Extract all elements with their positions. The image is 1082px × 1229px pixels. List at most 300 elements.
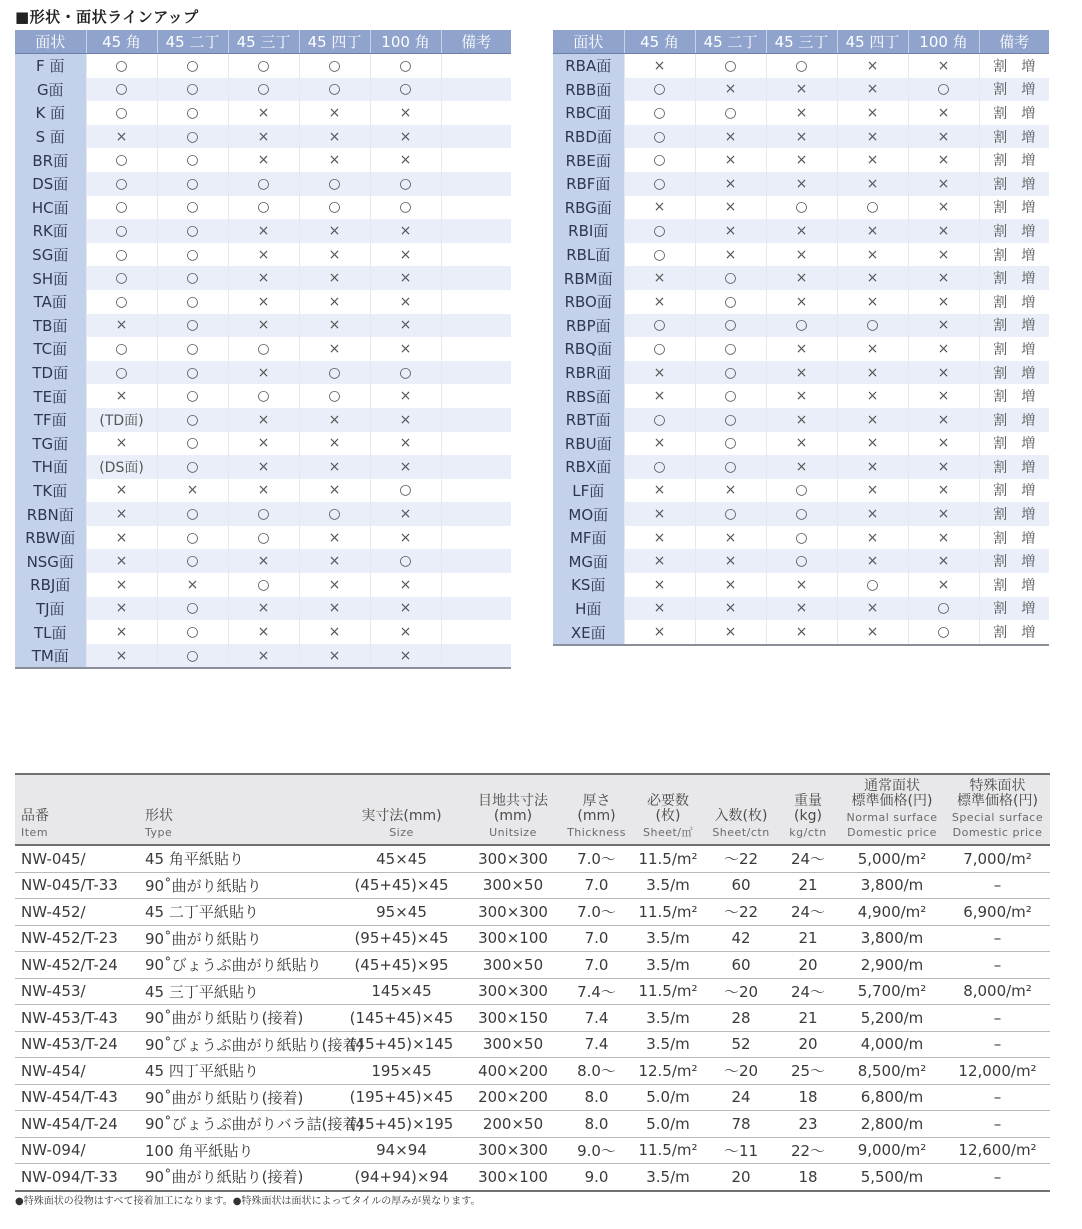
size: (94+94)×94 [339, 1164, 464, 1191]
remarks-cell [441, 101, 511, 125]
thickness: 8.0〜 [562, 1058, 631, 1085]
unit-size: 300×300 [464, 899, 562, 926]
availability-cell: ○ [370, 479, 441, 503]
availability-cell: × [624, 549, 695, 573]
availability-cell: ○ [157, 196, 228, 220]
availability-cell: × [695, 125, 766, 149]
availability-cell: × [624, 432, 695, 456]
weight: 24〜 [777, 978, 839, 1005]
thickness: 7.0〜 [562, 899, 631, 926]
weight: 21 [777, 872, 839, 899]
availability-cell: ○ [766, 526, 837, 550]
availability-cell: × [157, 573, 228, 597]
availability-cell: ○ [157, 101, 228, 125]
availability-cell: × [228, 361, 299, 385]
sheets-per-carton: 〜20 [705, 978, 777, 1005]
table-row [553, 432, 1049, 456]
size: (145+45)×45 [339, 1005, 464, 1032]
availability-cell: × [370, 148, 441, 172]
column-header: 45 四丁 [837, 30, 908, 54]
availability-cell: ○ [695, 337, 766, 361]
availability-cell: × [86, 526, 157, 550]
table-row [15, 54, 511, 78]
header-label-en: Unitsize [489, 826, 537, 839]
availability-cell: × [837, 148, 908, 172]
availability-cell: ○ [157, 597, 228, 621]
availability-cell: × [370, 101, 441, 125]
availability-cell: ○ [695, 101, 766, 125]
sheets-per-sqm: 3.5/m [631, 1164, 705, 1191]
availability-cell: ○ [624, 78, 695, 102]
sheets-per-sqm: 11.5/m² [631, 899, 705, 926]
availability-cell: × [370, 644, 441, 669]
availability-cell: × [837, 479, 908, 503]
availability-cell: ○ [299, 172, 370, 196]
header-label-en: kg/ctn [789, 826, 827, 839]
availability-cell: × [908, 361, 979, 385]
table-row [553, 172, 1049, 196]
availability-cell: ○ [157, 290, 228, 314]
special-price: 12,000/m² [945, 1058, 1050, 1085]
item-code: NW-454/T-43 [15, 1084, 139, 1111]
thickness: 7.4 [562, 1005, 631, 1032]
availability-cell: × [370, 125, 441, 149]
header-label-ja: 特殊面状 標準価格(円) [957, 778, 1038, 809]
table-row [553, 196, 1049, 220]
availability-cell: × [766, 148, 837, 172]
availability-cell: ○ [157, 644, 228, 669]
thickness: 7.0〜 [562, 845, 631, 872]
availability-cell: ○ [695, 361, 766, 385]
remarks-cell [441, 125, 511, 149]
availability-cell: × [624, 196, 695, 220]
availability-cell: × [908, 125, 979, 149]
weight: 23 [777, 1111, 839, 1138]
availability-cell: ○ [228, 172, 299, 196]
availability-cell: ○ [837, 314, 908, 338]
size: (45+45)×145 [339, 1031, 464, 1058]
availability-cell: ○ [228, 384, 299, 408]
availability-cell: ○ [86, 243, 157, 267]
column-header [631, 774, 705, 845]
availability-cell: ○ [695, 266, 766, 290]
availability-cell: × [766, 337, 837, 361]
normal-price: 5,000/m² [839, 845, 945, 872]
face-name: RBC面 [553, 101, 624, 125]
availability-cell: ○ [766, 479, 837, 503]
header-label-ja: 重量 (kg) [794, 793, 822, 824]
normal-price: 4,900/m² [839, 899, 945, 926]
availability-cell: ○ [624, 172, 695, 196]
remarks-cell: 割 増 [979, 172, 1049, 196]
availability-cell: × [695, 172, 766, 196]
column-header: 45 二丁 [157, 30, 228, 54]
face-name: RBX面 [553, 455, 624, 479]
table-row [15, 78, 511, 102]
availability-cell: × [837, 597, 908, 621]
availability-cell: × [837, 549, 908, 573]
thickness: 7.4 [562, 1031, 631, 1058]
availability-cell: × [370, 243, 441, 267]
thickness: 8.0 [562, 1084, 631, 1111]
availability-cell: ○ [299, 384, 370, 408]
column-header: 45 角 [624, 30, 695, 54]
availability-cell: × [86, 125, 157, 149]
table-row [553, 597, 1049, 621]
item-type: 90˚曲がり紙貼り [139, 872, 339, 899]
availability-cell: × [370, 432, 441, 456]
availability-cell: × [624, 479, 695, 503]
availability-cell: × [86, 644, 157, 669]
availability-cell: × [766, 243, 837, 267]
remarks-cell: 割 増 [979, 597, 1049, 621]
availability-cell: × [228, 644, 299, 669]
face-name: RBA面 [553, 54, 624, 78]
availability-cell: × [228, 455, 299, 479]
availability-cell: × [837, 266, 908, 290]
availability-cell: × [837, 502, 908, 526]
weight: 25〜 [777, 1058, 839, 1085]
remarks-cell: 割 増 [979, 54, 1049, 78]
unit-size: 400×200 [464, 1058, 562, 1085]
sheets-per-sqm: 3.5/m [631, 925, 705, 952]
sheets-per-carton: 60 [705, 952, 777, 979]
availability-cell: × [766, 219, 837, 243]
availability-cell: ○ [157, 432, 228, 456]
availability-cell: × [624, 502, 695, 526]
header-label-ja: 通常面状 標準価格(円) [851, 778, 933, 809]
table-row [15, 455, 511, 479]
face-name: SG面 [15, 243, 86, 267]
header-row [15, 30, 511, 54]
availability-cell: × [837, 455, 908, 479]
remarks-cell: 割 増 [979, 502, 1049, 526]
availability-cell: × [624, 573, 695, 597]
table-row [15, 1137, 1050, 1164]
column-header: 45 三丁 [228, 30, 299, 54]
face-name: LF面 [553, 479, 624, 503]
face-name: RBS面 [553, 384, 624, 408]
face-name: TJ面 [15, 597, 86, 621]
normal-price: 9,000/m² [839, 1137, 945, 1164]
availability-cell: ○ [624, 243, 695, 267]
table-row [15, 1058, 1050, 1085]
availability-cell: × [837, 172, 908, 196]
remarks-cell [441, 54, 511, 78]
availability-cell: × [228, 125, 299, 149]
availability-cell: ○ [157, 243, 228, 267]
remarks-cell [441, 597, 511, 621]
unit-size: 300×50 [464, 1031, 562, 1058]
availability-cell: ○ [695, 455, 766, 479]
availability-cell: × [299, 219, 370, 243]
availability-cell: × [908, 243, 979, 267]
table-row [15, 432, 511, 456]
availability-cell: × [908, 148, 979, 172]
table-row [15, 1005, 1050, 1032]
availability-cell: × [624, 54, 695, 78]
availability-cell: × [837, 384, 908, 408]
item-type: 45 四丁平紙貼り [139, 1058, 339, 1085]
availability-cell: × [299, 644, 370, 669]
header-label-en: Sheet/ctn [712, 826, 770, 839]
normal-price: 5,200/m [839, 1005, 945, 1032]
availability-cell: × [908, 196, 979, 220]
availability-cell: ○ [157, 54, 228, 78]
weight: 20 [777, 1031, 839, 1058]
item-type: 45 角平紙貼り [139, 845, 339, 872]
face-name: RBR面 [553, 361, 624, 385]
table-row [15, 361, 511, 385]
availability-cell: × [908, 337, 979, 361]
remarks-cell: 割 増 [979, 337, 1049, 361]
remarks-cell [441, 148, 511, 172]
item-type: 90˚びょうぶ曲がり紙貼り [139, 952, 339, 979]
face-name: KS面 [553, 573, 624, 597]
item-code: NW-453/T-24 [15, 1031, 139, 1058]
weight: 24〜 [777, 899, 839, 926]
availability-cell: ○ [86, 78, 157, 102]
item-code: NW-045/T-33 [15, 872, 139, 899]
unit-size: 300×50 [464, 872, 562, 899]
availability-cell: × [837, 78, 908, 102]
availability-cell: ○ [157, 620, 228, 644]
availability-cell: × [370, 455, 441, 479]
availability-cell: ○ [837, 573, 908, 597]
availability-cell: × [837, 408, 908, 432]
sheets-per-carton: 42 [705, 925, 777, 952]
availability-cell: ○ [157, 219, 228, 243]
column-header [562, 774, 631, 845]
header-label-en: Special surface Domestic price [951, 811, 1044, 839]
availability-cell: × [766, 266, 837, 290]
availability-cell: × [908, 172, 979, 196]
header-label-en: Sheet/㎡ [642, 826, 693, 839]
remarks-cell [441, 644, 511, 669]
availability-cell: × [299, 455, 370, 479]
availability-cell: ○ [695, 314, 766, 338]
availability-cell: × [86, 597, 157, 621]
weight: 22〜 [777, 1137, 839, 1164]
availability-cell: ○ [157, 549, 228, 573]
table-row [553, 620, 1049, 645]
availability-cell: ○ [624, 314, 695, 338]
availability-cell: ○ [370, 196, 441, 220]
face-name: BR面 [15, 148, 86, 172]
sheets-per-carton: 〜20 [705, 1058, 777, 1085]
availability-cell: ○ [157, 314, 228, 338]
availability-cell: × [766, 78, 837, 102]
table-row [15, 479, 511, 503]
special-price: – [945, 925, 1050, 952]
availability-cell: ○ [157, 125, 228, 149]
availability-cell: ○ [228, 573, 299, 597]
remarks-cell [441, 432, 511, 456]
unit-size: 300×150 [464, 1005, 562, 1032]
remarks-cell: 割 増 [979, 408, 1049, 432]
availability-cell: × [837, 54, 908, 78]
availability-cell: × [299, 266, 370, 290]
availability-cell: ○ [695, 432, 766, 456]
availability-cell: ○ [624, 148, 695, 172]
face-name: TA面 [15, 290, 86, 314]
availability-cell: × [370, 290, 441, 314]
table-row [553, 101, 1049, 125]
availability-cell: ○ [157, 408, 228, 432]
column-header: 45 角 [86, 30, 157, 54]
column-header [15, 774, 139, 845]
sheets-per-sqm: 3.5/m [631, 1005, 705, 1032]
availability-cell: × [766, 620, 837, 645]
size: 94×94 [339, 1137, 464, 1164]
size: 95×45 [339, 899, 464, 926]
face-name: DS面 [15, 172, 86, 196]
face-name: RBF面 [553, 172, 624, 196]
face-name: RBU面 [553, 432, 624, 456]
remarks-cell: 割 増 [979, 196, 1049, 220]
face-name: TC面 [15, 337, 86, 361]
face-name: HC面 [15, 196, 86, 220]
remarks-cell: 割 増 [979, 573, 1049, 597]
availability-cell: ○ [624, 125, 695, 149]
column-header: 45 二丁 [695, 30, 766, 54]
sheets-per-carton: 24 [705, 1084, 777, 1111]
availability-cell: ○ [370, 78, 441, 102]
item-type: 90˚曲がり紙貼り(接着) [139, 1164, 339, 1191]
sheets-per-sqm: 5.0/m [631, 1084, 705, 1111]
weight: 24〜 [777, 845, 839, 872]
availability-cell: × [299, 620, 370, 644]
availability-cell: × [370, 337, 441, 361]
availability-cell: ○ [908, 78, 979, 102]
item-code: NW-454/ [15, 1058, 139, 1085]
face-name: RK面 [15, 219, 86, 243]
availability-cell: × [228, 597, 299, 621]
table-row [15, 243, 511, 267]
availability-cell: ○ [157, 148, 228, 172]
normal-price: 2,900/m [839, 952, 945, 979]
availability-cell: × [695, 243, 766, 267]
sheets-per-sqm: 3.5/m [631, 1031, 705, 1058]
table-row [553, 479, 1049, 503]
table-row [553, 266, 1049, 290]
availability-cell: ○ [228, 337, 299, 361]
header-label-en: Thickness [567, 826, 626, 839]
sheets-per-sqm: 11.5/m² [631, 845, 705, 872]
availability-cell: × [86, 432, 157, 456]
availability-cell: ○ [370, 549, 441, 573]
column-header: 面状 [553, 30, 624, 54]
availability-cell: × [370, 408, 441, 432]
remarks-cell [441, 479, 511, 503]
availability-cell: ○ [228, 196, 299, 220]
thickness: 7.4〜 [562, 978, 631, 1005]
face-name: RBL面 [553, 243, 624, 267]
remarks-cell [441, 620, 511, 644]
face-name: RBD面 [553, 125, 624, 149]
availability-cell: × [837, 290, 908, 314]
availability-cell: × [766, 125, 837, 149]
table-row [553, 455, 1049, 479]
availability-cell: × [299, 597, 370, 621]
availability-cell: × [695, 148, 766, 172]
availability-cell: ○ [228, 526, 299, 550]
remarks-cell [441, 549, 511, 573]
sheets-per-carton: 60 [705, 872, 777, 899]
item-code: NW-094/T-33 [15, 1164, 139, 1191]
availability-cell: × [837, 219, 908, 243]
table-row [15, 196, 511, 220]
item-code: NW-453/T-43 [15, 1005, 139, 1032]
table-row [553, 361, 1049, 385]
availability-cell: ○ [157, 337, 228, 361]
header-label-ja: 厚さ (mm) [577, 793, 616, 824]
sheets-per-carton: 〜22 [705, 845, 777, 872]
availability-cell: × [299, 243, 370, 267]
special-price: – [945, 1005, 1050, 1032]
item-type: 90˚びょうぶ曲がりバラ詰(接着) [139, 1111, 339, 1138]
remarks-cell: 割 増 [979, 549, 1049, 573]
table-row [15, 314, 511, 338]
column-header: 備考 [441, 30, 511, 54]
table-row [15, 148, 511, 172]
availability-cell: × [299, 408, 370, 432]
normal-price: 5,500/m [839, 1164, 945, 1191]
availability-cell: ○ [299, 361, 370, 385]
availability-cell: × [370, 314, 441, 338]
table-row [553, 243, 1049, 267]
face-name: RBJ面 [15, 573, 86, 597]
table-row [15, 925, 1050, 952]
table-row [15, 872, 1050, 899]
remarks-cell: 割 増 [979, 314, 1049, 338]
size: 45×45 [339, 845, 464, 872]
availability-cell: × [908, 290, 979, 314]
size: (45+45)×45 [339, 872, 464, 899]
availability-cell: ○ [86, 148, 157, 172]
remarks-cell: 割 増 [979, 290, 1049, 314]
face-name: RBI面 [553, 219, 624, 243]
availability-cell: × [228, 219, 299, 243]
weight: 21 [777, 1005, 839, 1032]
header-label-ja: 形状 [145, 808, 173, 824]
availability-cell: × [908, 502, 979, 526]
availability-cell: ○ [624, 101, 695, 125]
table-row [553, 408, 1049, 432]
availability-cell: × [695, 479, 766, 503]
face-name: RBP面 [553, 314, 624, 338]
face-name: TD面 [15, 361, 86, 385]
availability-cell: × [837, 337, 908, 361]
availability-cell: × [228, 101, 299, 125]
sheets-per-carton: 20 [705, 1164, 777, 1191]
section-title: ■形状・面状ラインアップ [15, 8, 199, 26]
footnote: ●特殊面状の役物はすべて接着加工になります。●特殊面状は面状によってタイルの厚みが異なります。 [15, 1196, 481, 1207]
availability-cell: ○ [695, 54, 766, 78]
normal-price: 6,800/m [839, 1084, 945, 1111]
special-price: – [945, 1084, 1050, 1111]
availability-cell: ○ [86, 101, 157, 125]
column-header [839, 774, 945, 845]
face-name: S 面 [15, 125, 86, 149]
item-type: 90˚曲がり紙貼り [139, 925, 339, 952]
face-name: RBM面 [553, 266, 624, 290]
table-row [15, 573, 511, 597]
availability-cell: ○ [157, 526, 228, 550]
availability-cell: × [837, 101, 908, 125]
sheets-per-sqm: 5.0/m [631, 1111, 705, 1138]
availability-cell: × [766, 361, 837, 385]
